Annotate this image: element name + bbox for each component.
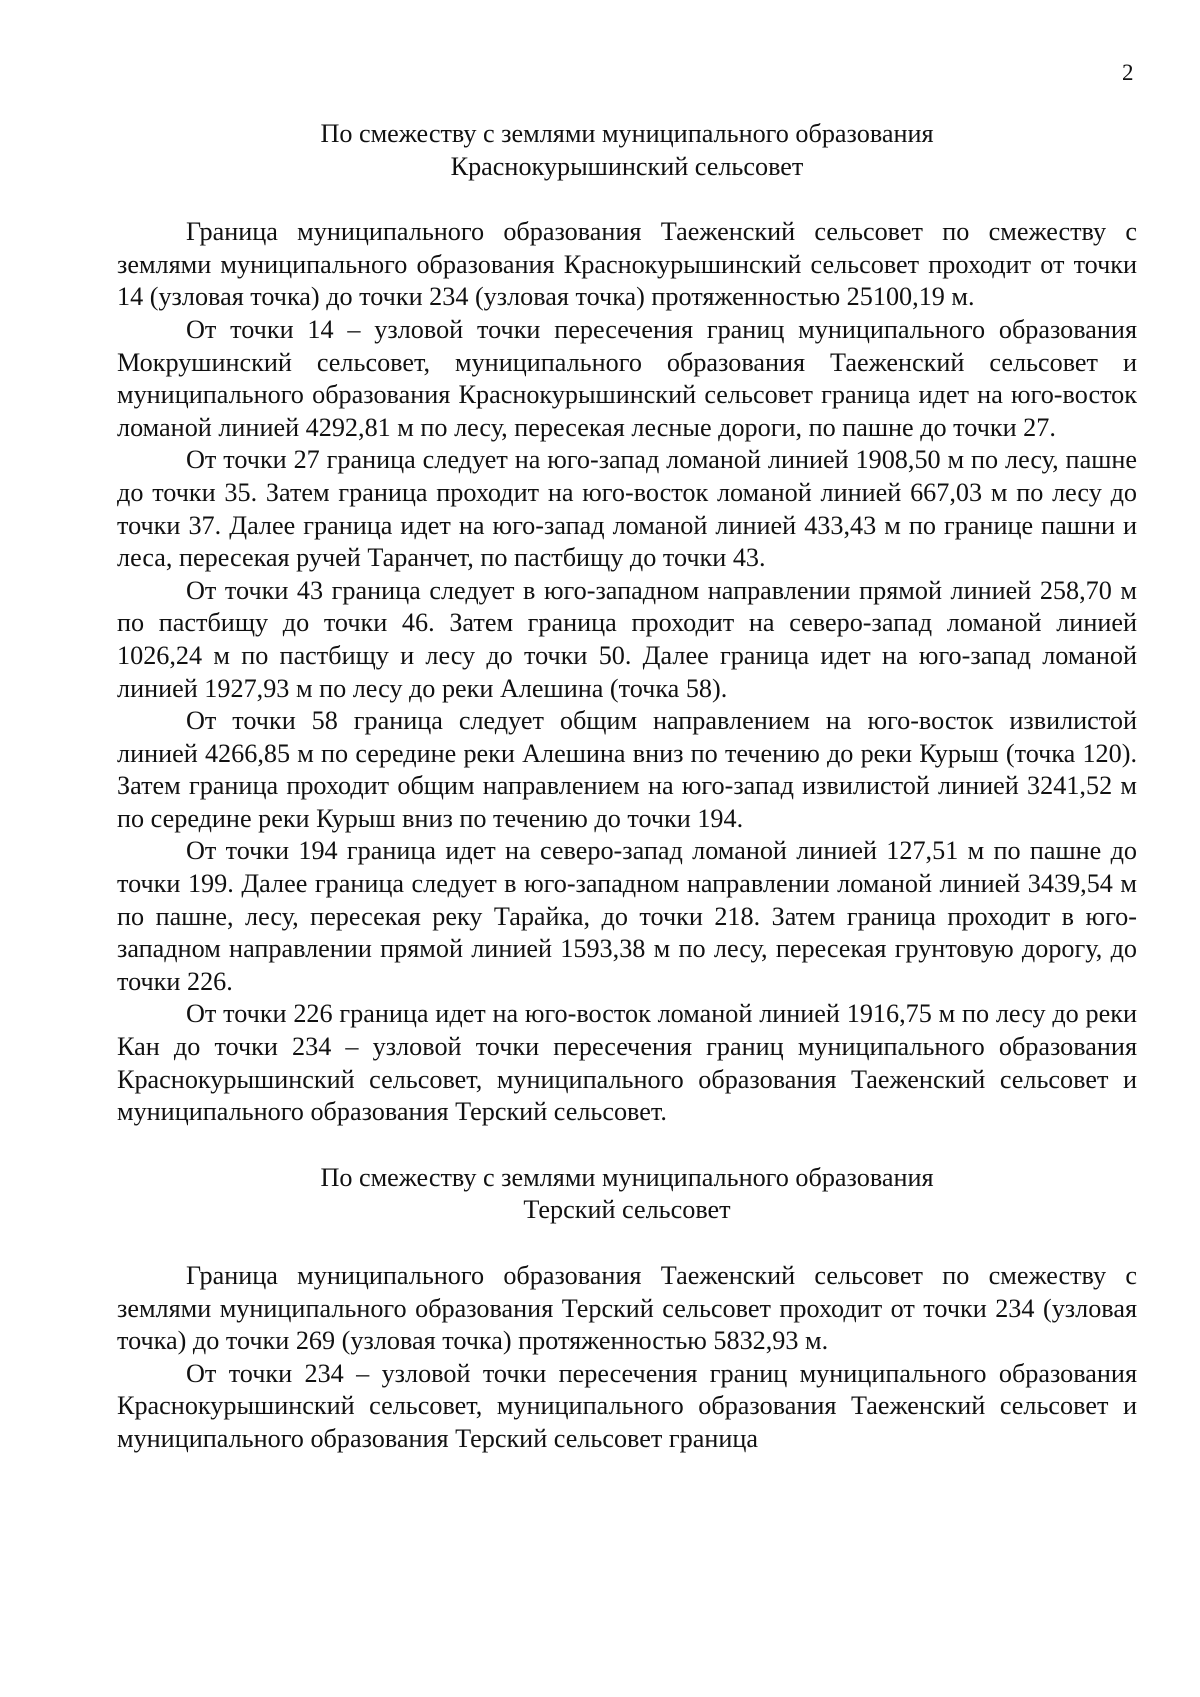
section-heading-line: По смежеству с землями муниципального образования xyxy=(320,1162,934,1192)
paragraph: От точки 226 граница идет на юго-восток ломаной линией 1916,75 м по лесу до реки Кан до точки 234 – узловой точки пересечения границ муниципального образования Краснокурышинский сельсовет, муниципального образования Таеженский сельсовет и муниципального образования Терский сельсовет. xyxy=(117,999,1137,1127)
section-heading-line: Краснокурышинский сельсовет xyxy=(450,151,804,181)
paragraph: Граница муниципального образования Таеженский сельсовет по смежеству с землями муниципального образования Краснокурышинский сельсовет проходит от точки 14 (узловая точка) до точки 234 (узловая точка) протяженностью 25100,19 м. xyxy=(117,217,1137,312)
paragraph: От точки 58 граница следует общим направлением на юго-восток извилистой линией 4266,85 м по середине реки Алешина вниз по течению до реки Курыш (точка 120). Затем граница проходит общим направлением на юго-запад извилистой линией 3241,52 м по середине реки Курыш вниз по течению до точки 194. xyxy=(117,706,1137,833)
paragraph: Граница муниципального образования Таеженский сельсовет по смежеству с землями муниципального образования Терский сельсовет проходит от точки 234 (узловая точка) до точки 269 (узловая точка) протяженностью 5832,93 м. xyxy=(117,1261,1137,1356)
paragraph: От точки 43 граница следует в юго-западном направлении прямой линией 258,70 м по пастбищу до точки 46. Затем граница проходит на северо-запад ломаной линией 1026,24 м по пастбищу и лесу до точки 50. Далее граница идет на юго-запад ломаной линией 1927,93 м по лесу до реки Алешина (точка 58). xyxy=(117,575,1137,703)
section-heading-krasnokuryshinsky xyxy=(117,118,1137,183)
paragraph: От точки 234 – узловой точки пересечения границ муниципального образования Краснокурышинский сельсовет, муниципального образования Таеженский сельсовет и муниципального образования Терский сельсовет граница xyxy=(117,1358,1137,1453)
paragraph: От точки 194 граница идет на северо-запад ломаной линией 127,51 м по пашне до точки 199. Далее граница следует в юго-западном направлении ломаной линией 3439,54 м по пашне, лесу, пересекая реку Тарайка, до точки 218. Затем граница проходит в юго-западном направлении прямой линией 1593,38 м по лесу, пересекая грунтовую дорогу, до точки 226. xyxy=(117,836,1137,996)
paragraph: От точки 14 – узловой точки пересечения границ муниципального образования Мокрушинский сельсовет, муниципального образования Таеженский сельсовет и муниципального образования Краснокурышинский сельсовет граница идет на юго-восток ломаной линией 4292,81 м по лесу, пересекая лесные дороги, по пашне до точки 27. xyxy=(117,314,1137,442)
document-body xyxy=(117,118,1137,1456)
section-heading-line: Терский сельсовет xyxy=(523,1195,731,1225)
page-number: 2 xyxy=(1122,60,1134,85)
paragraph: От точки 27 граница следует на юго-запад ломаной линией 1908,50 м по лесу, пашне до точки 35. Затем граница проходит на юго-восток ломаной линией 667,03 м по лесу до точки 37. Далее граница идет на юго-запад ломаной линией 433,43 м по границе пашни и леса, пересекая ручей Таранчет, по пастбищу до точки 43. xyxy=(117,445,1137,573)
section-heading-line: По смежеству с землями муниципального образования xyxy=(320,119,934,148)
section-heading-tersky xyxy=(117,1162,1137,1227)
